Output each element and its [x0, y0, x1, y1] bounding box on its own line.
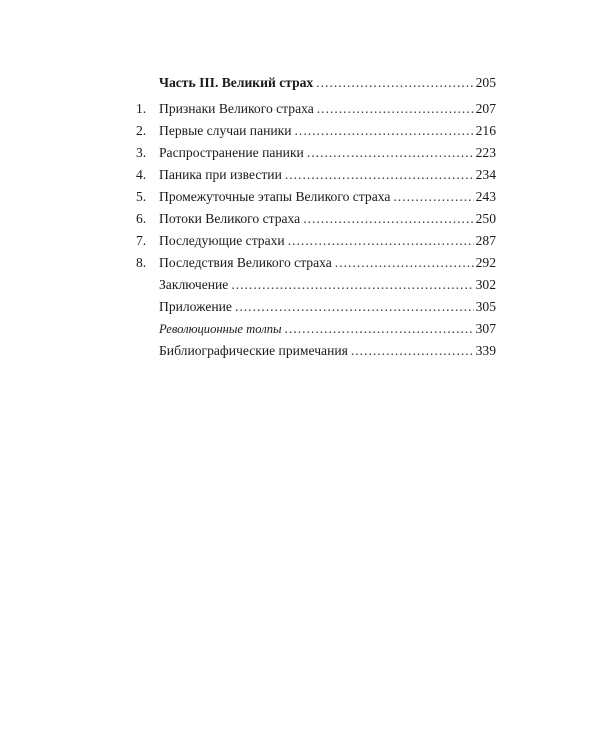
- toc-chapter-title: Потоки Великого страха: [159, 211, 301, 226]
- toc-chapter-title: Последствия Великого страха: [159, 255, 332, 270]
- toc-leader-dots: [235, 296, 474, 318]
- toc-chapter-page: 216: [475, 123, 496, 138]
- toc-bibliographic-notes: [136, 340, 496, 362]
- toc-entry-body: [159, 142, 496, 164]
- toc-entry-body: [159, 208, 496, 230]
- toc-leader-dots: [231, 274, 473, 296]
- toc-leader-dots: [351, 340, 474, 362]
- toc-chapter-page: 234: [475, 167, 496, 182]
- toc-extra-title: Библиографические примечания: [159, 343, 348, 358]
- toc-entry-body: [159, 230, 496, 252]
- toc-chapter-title: Паника при известии: [159, 167, 282, 182]
- toc-leader-dots: [307, 142, 474, 164]
- toc-leader-dots: [335, 252, 474, 274]
- toc-chapter-number: 1.: [136, 101, 147, 116]
- toc-chapter-number: 3.: [136, 145, 147, 160]
- toc-entry-body: [159, 252, 496, 274]
- toc-appendix: [136, 296, 496, 318]
- toc-chapter-page: 287: [475, 233, 496, 248]
- toc-chapter-page: 207: [475, 101, 496, 116]
- toc-chapter-number: 8.: [136, 255, 147, 270]
- toc-leader-dots: [285, 164, 474, 186]
- toc-entry-body: [159, 164, 496, 186]
- toc-chapter-1: [136, 98, 496, 120]
- toc-chapter-number: 6.: [136, 211, 147, 226]
- toc-entry-body: [159, 186, 496, 208]
- toc-extra-page: 307: [475, 321, 496, 336]
- toc-chapter-4: [136, 164, 496, 186]
- toc-leader-dots: [288, 230, 474, 252]
- toc-chapter-7: [136, 230, 496, 252]
- toc-part-page: 205: [475, 75, 496, 90]
- table-of-contents: [136, 72, 496, 362]
- toc-entry-body: [159, 318, 496, 340]
- toc-part-title: Часть III. Великий страх: [159, 75, 314, 90]
- toc-chapter-title: Промежуточные этапы Великого страха: [159, 189, 391, 204]
- toc-leader-dots: [317, 98, 474, 120]
- toc-chapter-title: Распространение паники: [159, 145, 304, 160]
- toc-conclusion: [136, 274, 496, 296]
- toc-chapter-6: [136, 208, 496, 230]
- toc-chapter-3: [136, 142, 496, 164]
- toc-chapter-title: Последующие страхи: [159, 233, 285, 248]
- toc-chapter-5: [136, 186, 496, 208]
- toc-chapter-page: 243: [475, 189, 496, 204]
- toc-entry-body: [159, 274, 496, 296]
- toc-chapter-page: 250: [475, 211, 496, 226]
- toc-leader-dots: [295, 120, 474, 142]
- toc-chapter-title: Признаки Великого страха: [159, 101, 314, 116]
- toc-leader-dots: [393, 186, 473, 208]
- toc-chapter-number: 5.: [136, 189, 147, 204]
- toc-entry-body: [159, 296, 496, 318]
- toc-part-heading: [136, 72, 496, 94]
- toc-extra-title: Революционные толпы: [159, 322, 282, 336]
- toc-leader-dots: [285, 318, 474, 340]
- toc-chapter-title: Первые случаи паники: [159, 123, 292, 138]
- toc-chapter-number: 4.: [136, 167, 147, 182]
- toc-extra-page: 305: [475, 299, 496, 314]
- toc-chapter-number: 7.: [136, 233, 147, 248]
- toc-chapter-page: 292: [475, 255, 496, 270]
- toc-entry-body: [159, 340, 496, 362]
- toc-leader-dots: [303, 208, 473, 230]
- toc-extra-page: 302: [475, 277, 496, 292]
- toc-chapter-number: 2.: [136, 123, 147, 138]
- toc-chapter-8: [136, 252, 496, 274]
- toc-entry-body: [159, 120, 496, 142]
- toc-extra-page: 339: [475, 343, 496, 358]
- toc-entry-body: [159, 72, 496, 94]
- toc-entry-body: [159, 98, 496, 120]
- toc-extra-title: Приложение: [159, 299, 232, 314]
- toc-extra-title: Заключение: [159, 277, 229, 292]
- toc-revolutionary-crowds: [136, 318, 496, 340]
- toc-chapter-2: [136, 120, 496, 142]
- toc-leader-dots: [316, 72, 473, 94]
- toc-chapter-page: 223: [475, 145, 496, 160]
